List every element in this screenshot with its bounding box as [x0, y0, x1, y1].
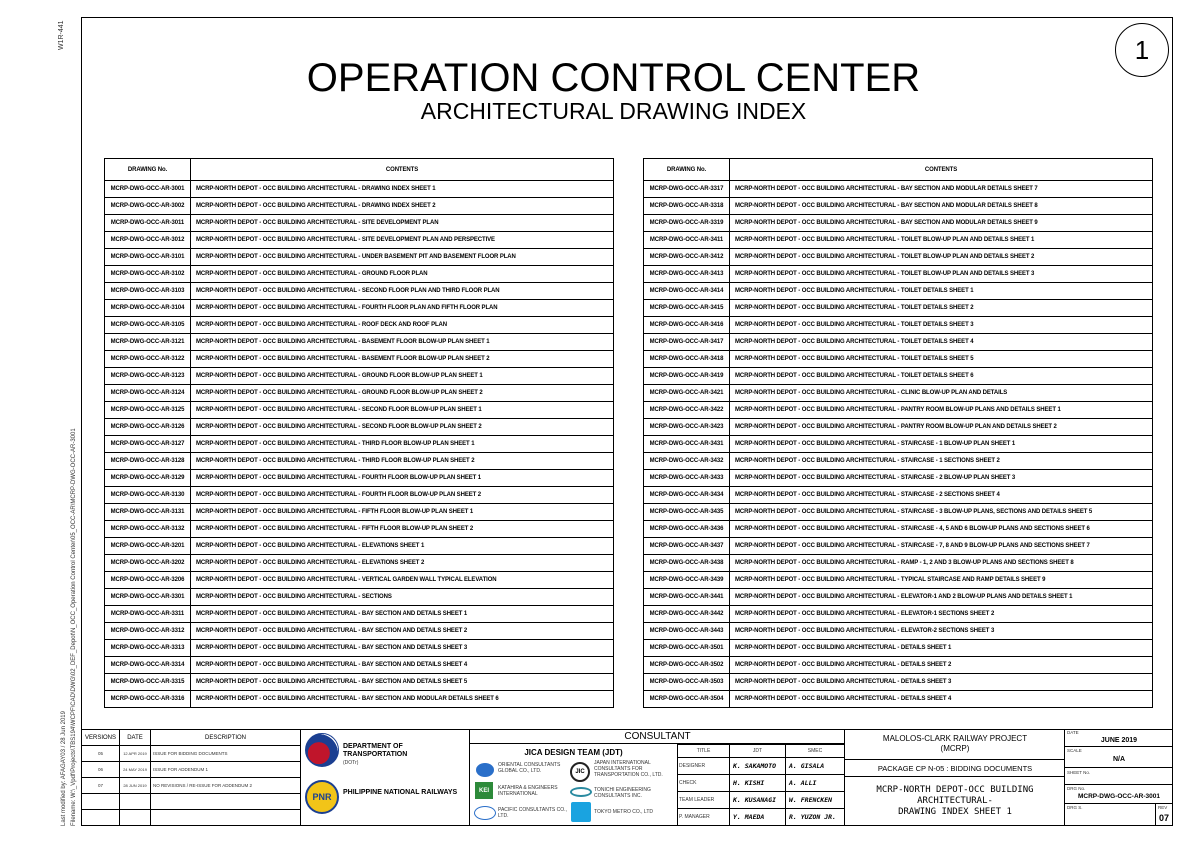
drawing-number: MCRP-DWG-OCC-AR-3126: [105, 419, 191, 436]
drawing-contents: MCRP-NORTH DEPOT - OCC BUILDING ARCHITECTURAL - TOILET DETAILS SHEET 3: [730, 317, 1153, 334]
drawing-number: MCRP-DWG-OCC-AR-3201: [105, 538, 191, 555]
table-row: [644, 300, 1153, 317]
drawing-number: MCRP-DWG-OCC-AR-3438: [644, 555, 730, 572]
drawing-number: MCRP-DWG-OCC-AR-3417: [644, 334, 730, 351]
table-row: [105, 470, 614, 487]
dotr-abbr: (DOTr): [343, 760, 359, 766]
drawing-contents: MCRP-NORTH DEPOT - OCC BUILDING ARCHITECTURAL - PANTRY ROOM BLOW-UP PLANS AND DETAILS SHEET 1: [730, 402, 1153, 419]
table-row: [105, 623, 614, 640]
header-contents: CONTENTS: [191, 159, 614, 181]
smec-signatory: A. ALLI: [786, 775, 845, 792]
smec-signatory: W. FRENCKEN: [786, 792, 845, 809]
rev-value: 07: [1159, 813, 1170, 823]
version-date: 24 MAY 2019: [120, 762, 151, 778]
drawing-contents: MCRP-NORTH DEPOT - OCC BUILDING ARCHITECTURAL - STAIRCASE - 2 BLOW-UP PLAN SHEET 3: [730, 470, 1153, 487]
version-number: [82, 794, 120, 810]
drawing-contents: MCRP-NORTH DEPOT - OCC BUILDING ARCHITECTURAL - SECOND FLOOR PLAN AND THIRD FLOOR PLAN: [191, 283, 614, 300]
table-row: [644, 317, 1153, 334]
table-row: [644, 521, 1153, 538]
drawing-contents: MCRP-NORTH DEPOT - OCC BUILDING ARCHITECTURAL - BAY SECTION AND DETAILS SHEET 3: [191, 640, 614, 657]
firm-katahira: KATAHIRA & ENGINEERS INTERNATIONAL: [498, 785, 558, 797]
firm-tonichi: TONICHI ENGINEERING CONSULTANTS INC.: [594, 787, 651, 799]
drawing-contents: MCRP-NORTH DEPOT - OCC BUILDING ARCHITECTURAL - TOILET DETAILS SHEET 4: [730, 334, 1153, 351]
table-row: [105, 504, 614, 521]
drawing-contents: MCRP-NORTH DEPOT - OCC BUILDING ARCHITECTURAL - DRAWING INDEX SHEET 2: [191, 198, 614, 215]
last-modified-note: Last modified by: AFAGAY03 / 28 Jun 2019: [61, 711, 67, 826]
table-row: [105, 691, 614, 708]
drawing-number: MCRP-DWG-OCC-AR-3101: [105, 249, 191, 266]
drawing-number: MCRP-DWG-OCC-AR-3311: [105, 606, 191, 623]
sheet-no-label: SHEET No.: [1067, 770, 1091, 775]
rev-cell: [1155, 804, 1173, 826]
table-row: [644, 181, 1153, 198]
drawing-contents: MCRP-NORTH DEPOT - OCC BUILDING ARCHITECTURAL - ELEVATIONS SHEET 1: [191, 538, 614, 555]
jdt-col-header: JDT: [730, 745, 786, 758]
drawing-contents: MCRP-NORTH DEPOT - OCC BUILDING ARCHITECTURAL - STAIRCASE - 7, 8 AND 9 BLOW-UP PLANS AND SECTIONS SHEET 7: [730, 538, 1153, 555]
version-number: 05: [82, 746, 120, 762]
signatory-row: [678, 809, 845, 826]
table-row: [105, 385, 614, 402]
drawing-contents: MCRP-NORTH DEPOT - OCC BUILDING ARCHITECTURAL - SITE DEVELOPMENT PLAN AND PERSPECTIVE: [191, 232, 614, 249]
drg-s-label: DRG S.: [1067, 805, 1083, 810]
drawing-number: MCRP-DWG-OCC-AR-3432: [644, 453, 730, 470]
table-row: [105, 453, 614, 470]
drawing-contents: MCRP-NORTH DEPOT - OCC BUILDING ARCHITECTURAL - ELEVATOR-2 SECTIONS SHEET 3: [730, 623, 1153, 640]
drawing-number: MCRP-DWG-OCC-AR-3002: [105, 198, 191, 215]
drawing-number: MCRP-DWG-OCC-AR-3001: [105, 181, 191, 198]
table-row: [644, 283, 1153, 300]
version-date: [120, 810, 151, 826]
drawing-number: MCRP-DWG-OCC-AR-3316: [105, 691, 191, 708]
signatories-table: [677, 744, 845, 826]
smec-signatory: R. YUZON JR.: [786, 809, 845, 826]
table-row: [105, 657, 614, 674]
drawing-index-table-left: [104, 158, 614, 708]
drawing-contents: MCRP-NORTH DEPOT - OCC BUILDING ARCHITECTURAL - ELEVATIONS SHEET 2: [191, 555, 614, 572]
drawing-number: MCRP-DWG-OCC-AR-3504: [644, 691, 730, 708]
drawing-number: MCRP-DWG-OCC-AR-3124: [105, 385, 191, 402]
version-date: [120, 794, 151, 810]
header-contents: CONTENTS: [730, 159, 1153, 181]
drawing-contents: MCRP-NORTH DEPOT - OCC BUILDING ARCHITECTURAL - GROUND FLOOR BLOW-UP PLAN SHEET 1: [191, 368, 614, 385]
drawing-contents: MCRP-NORTH DEPOT - OCC BUILDING ARCHITECTURAL - BAY SECTION AND DETAILS SHEET 5: [191, 674, 614, 691]
table-row: [644, 419, 1153, 436]
table-row: [105, 538, 614, 555]
drawing-title-line-3: DRAWING INDEX SHEET 1: [898, 807, 1012, 817]
drawing-contents: MCRP-NORTH DEPOT - OCC BUILDING ARCHITECTURAL - RAMP - 1, 2 AND 3 BLOW-UP PLANS AND SECTIONS SHEET 8: [730, 555, 1153, 572]
pnr-name: PHILIPPINE NATIONAL RAILWAYS: [343, 789, 458, 796]
drawing-title-cell: [845, 777, 1065, 826]
date-label: DATE: [1067, 730, 1079, 735]
drawing-number: MCRP-DWG-OCC-AR-3313: [105, 640, 191, 657]
kei-logo: KEI: [475, 782, 493, 799]
filename-note: Filename: W:\_Vpdf\Projects\TBS194\WCPF\CAD\DWG\02_DEF_Depot\N_OCC_Operation Control Center\05_OCC-AR\MCRP-DWG-OCC-AR-3001: [71, 428, 77, 826]
drawing-number: MCRP-DWG-OCC-AR-3443: [644, 623, 730, 640]
drawing-contents: MCRP-NORTH DEPOT - OCC BUILDING ARCHITECTURAL - FOURTH FLOOR PLAN AND FIFTH FLOOR PLAN: [191, 300, 614, 317]
drawing-contents: MCRP-NORTH DEPOT - OCC BUILDING ARCHITECTURAL - FOURTH FLOOR BLOW-UP PLAN SHEET 2: [191, 487, 614, 504]
drawing-number: MCRP-DWG-OCC-AR-3312: [105, 623, 191, 640]
pacific-logo: [474, 806, 496, 820]
title-col-header: TITLE: [678, 745, 730, 758]
drawing-number: MCRP-DWG-OCC-AR-3502: [644, 657, 730, 674]
drawing-contents: MCRP-NORTH DEPOT - OCC BUILDING ARCHITECTURAL - STAIRCASE - 2 SECTIONS SHEET 4: [730, 487, 1153, 504]
drawing-contents: MCRP-NORTH DEPOT - OCC BUILDING ARCHITECTURAL - TOILET DETAILS SHEET 5: [730, 351, 1153, 368]
drg-no-value: MCRP-DWG-OCC-AR-3001: [1078, 793, 1160, 800]
oriental-logo: [476, 763, 494, 777]
drg-no-label: DRG No.: [1067, 786, 1086, 791]
drawing-number: MCRP-DWG-OCC-AR-3414: [644, 283, 730, 300]
drawing-number: MCRP-DWG-OCC-AR-3418: [644, 351, 730, 368]
drawing-number: MCRP-DWG-OCC-AR-3431: [644, 436, 730, 453]
drawing-number: MCRP-DWG-OCC-AR-3416: [644, 317, 730, 334]
smec-col-header: SMEC: [786, 745, 845, 758]
table-row: [105, 402, 614, 419]
drawing-contents: MCRP-NORTH DEPOT - OCC BUILDING ARCHITECTURAL - DETAILS SHEET 1: [730, 640, 1153, 657]
table-row: [105, 419, 614, 436]
drg-no-cell: [1065, 785, 1173, 804]
version-row: [82, 810, 301, 826]
table-row: [105, 572, 614, 589]
drawing-contents: MCRP-NORTH DEPOT - OCC BUILDING ARCHITECTURAL - STAIRCASE - 1 BLOW-UP PLAN SHEET 1: [730, 436, 1153, 453]
date-header: DATE: [120, 730, 151, 746]
drawing-title-line-1: MCRP-NORTH DEPOT-OCC BUILDING: [876, 785, 1034, 795]
drawing-contents: MCRP-NORTH DEPOT - OCC BUILDING ARCHITECTURAL - FOURTH FLOOR BLOW-UP PLAN SHEET 1: [191, 470, 614, 487]
jdt-signatory: Y. MAEDA: [730, 809, 786, 826]
firm-jic: JAPAN INTERNATIONAL CONSULTANTS FOR TRANSPORTATION CO., LTD.: [594, 760, 663, 778]
drawing-number: MCRP-DWG-OCC-AR-3422: [644, 402, 730, 419]
dotr-logo: [305, 733, 339, 767]
drawing-contents: MCRP-NORTH DEPOT - OCC BUILDING ARCHITECTURAL - THIRD FLOOR BLOW-UP PLAN SHEET 2: [191, 453, 614, 470]
drawing-number: MCRP-DWG-OCC-AR-3129: [105, 470, 191, 487]
signatory-row: [678, 775, 845, 792]
drawing-contents: MCRP-NORTH DEPOT - OCC BUILDING ARCHITECTURAL - BAY SECTION AND MODULAR DETAILS SHEET 7: [730, 181, 1153, 198]
rev-label: REV: [1158, 805, 1168, 810]
versions-header: VERSIONS: [82, 730, 120, 746]
table-row: [105, 283, 614, 300]
table-row: [644, 572, 1153, 589]
drawing-number: MCRP-DWG-OCC-AR-3435: [644, 504, 730, 521]
tonichi-logo: [570, 787, 592, 797]
drawing-number: MCRP-DWG-OCC-AR-3423: [644, 419, 730, 436]
version-number: 06: [82, 762, 120, 778]
table-row: [644, 691, 1153, 708]
drawing-number: MCRP-DWG-OCC-AR-3127: [105, 436, 191, 453]
table-row: [644, 504, 1153, 521]
table-row: [644, 215, 1153, 232]
drawing-number: MCRP-DWG-OCC-AR-3501: [644, 640, 730, 657]
drawing-contents: MCRP-NORTH DEPOT - OCC BUILDING ARCHITECTURAL - CLINIC BLOW-UP PLAN AND DETAILS: [730, 385, 1153, 402]
date-value: JUNE 2019: [1100, 737, 1138, 744]
signatory-role: CHECK: [678, 775, 730, 792]
project-name-cell: [845, 729, 1065, 760]
version-description: [151, 810, 301, 826]
drawing-contents: MCRP-NORTH DEPOT - OCC BUILDING ARCHITECTURAL - TOILET DETAILS SHEET 6: [730, 368, 1153, 385]
table-row: [644, 266, 1153, 283]
drawing-number: MCRP-DWG-OCC-AR-3437: [644, 538, 730, 555]
drawing-contents: MCRP-NORTH DEPOT - OCC BUILDING ARCHITECTURAL - FIFTH FLOOR BLOW-UP PLAN SHEET 1: [191, 504, 614, 521]
drawing-number: MCRP-DWG-OCC-AR-3411: [644, 232, 730, 249]
jdt-signatory: H. KISHI: [730, 775, 786, 792]
drawing-number: MCRP-DWG-OCC-AR-3419: [644, 368, 730, 385]
jic-logo: JIC: [570, 762, 590, 782]
drawing-number: MCRP-DWG-OCC-AR-3412: [644, 249, 730, 266]
drawing-number: MCRP-DWG-OCC-AR-3433: [644, 470, 730, 487]
firm-pacific: PACIFIC CONSULTANTS CO., LTD.: [498, 807, 567, 819]
versions-table: [81, 729, 301, 826]
drawing-contents: MCRP-NORTH DEPOT - OCC BUILDING ARCHITECTURAL - TYPICAL STAIRCASE AND RAMP DETAILS SHEET 9: [730, 572, 1153, 589]
consultant-team: JICA DESIGN TEAM (JDT): [524, 747, 623, 757]
drawing-number: MCRP-DWG-OCC-AR-3123: [105, 368, 191, 385]
drawing-number: MCRP-DWG-OCC-AR-3202: [105, 555, 191, 572]
dotr-name: DEPARTMENT OF TRANSPORTATION: [343, 743, 408, 758]
drawing-contents: MCRP-NORTH DEPOT - OCC BUILDING ARCHITECTURAL - SECOND FLOOR BLOW-UP PLAN SHEET 2: [191, 419, 614, 436]
drawing-number: MCRP-DWG-OCC-AR-3121: [105, 334, 191, 351]
table-row: [644, 232, 1153, 249]
drawing-number: MCRP-DWG-OCC-AR-3103: [105, 283, 191, 300]
drawing-number: MCRP-DWG-OCC-AR-3104: [105, 300, 191, 317]
table-row: [644, 402, 1153, 419]
drawing-contents: MCRP-NORTH DEPOT - OCC BUILDING ARCHITECTURAL - DETAILS SHEET 2: [730, 657, 1153, 674]
drawing-contents: MCRP-NORTH DEPOT - OCC BUILDING ARCHITECTURAL - TOILET DETAILS SHEET 2: [730, 300, 1153, 317]
version-number: 07: [82, 778, 120, 794]
page-title: OPERATION CONTROL CENTER: [306, 56, 921, 100]
drawing-contents: MCRP-NORTH DEPOT - OCC BUILDING ARCHITECTURAL - FIFTH FLOOR BLOW-UP PLAN SHEET 2: [191, 521, 614, 538]
version-row: [82, 794, 301, 810]
drawing-number: MCRP-DWG-OCC-AR-3421: [644, 385, 730, 402]
firm-tokyo-metro: TOKYO METRO CO., LTD: [594, 809, 653, 815]
project-block: [845, 729, 1065, 826]
version-date: 12 APR 2019: [120, 746, 151, 762]
drawing-number: MCRP-DWG-OCC-AR-3011: [105, 215, 191, 232]
drawing-number: MCRP-DWG-OCC-AR-3206: [105, 572, 191, 589]
table-row: [644, 487, 1153, 504]
scale-cell: [1065, 747, 1173, 768]
tokyo-metro-logo: [571, 802, 591, 822]
version-row: [82, 762, 301, 778]
drawing-number: MCRP-DWG-OCC-AR-3125: [105, 402, 191, 419]
table-row: [105, 317, 614, 334]
table-row: [644, 674, 1153, 691]
drawing-contents: MCRP-NORTH DEPOT - OCC BUILDING ARCHITECTURAL - THIRD FLOOR BLOW-UP PLAN SHEET 1: [191, 436, 614, 453]
project-abbr: (MCRP): [940, 744, 970, 753]
header-drawing-no: DRAWING No.: [644, 159, 730, 181]
signatory-role: P. MANAGER: [678, 809, 730, 826]
header-drawing-no: DRAWING No.: [105, 159, 191, 181]
smec-signatory: A. GISALA: [786, 758, 845, 775]
drawing-number: MCRP-DWG-OCC-AR-3131: [105, 504, 191, 521]
table-row: [644, 555, 1153, 572]
table-row: [105, 640, 614, 657]
table-row: [105, 487, 614, 504]
drawing-contents: MCRP-NORTH DEPOT - OCC BUILDING ARCHITECTURAL - GROUND FLOOR BLOW-UP PLAN SHEET 2: [191, 385, 614, 402]
drawing-contents: MCRP-NORTH DEPOT - OCC BUILDING ARCHITECTURAL - ELEVATOR-1 AND 2 BLOW-UP PLANS AND DETAILS SHEET 1: [730, 589, 1153, 606]
sheet-number-badge: 1: [1115, 23, 1169, 77]
firm-oriental: ORIENTAL CONSULTANTS GLOBAL CO., LTD.: [498, 762, 561, 774]
drawing-contents: MCRP-NORTH DEPOT - OCC BUILDING ARCHITECTURAL - BAY SECTION AND MODULAR DETAILS SHEET 8: [730, 198, 1153, 215]
sheet-code: W1R-441: [58, 20, 65, 50]
version-description: NO REVISIONS / RE-ISSUE FOR ADDENDUM 2: [151, 778, 301, 794]
table-header-row: [105, 159, 614, 181]
version-date: 28 JUN 2019: [120, 778, 151, 794]
drawing-contents: MCRP-NORTH DEPOT - OCC BUILDING ARCHITECTURAL - BAY SECTION AND MODULAR DETAILS SHEET 6: [191, 691, 614, 708]
table-row: [105, 555, 614, 572]
version-number: [82, 810, 120, 826]
table-row: [105, 249, 614, 266]
drawing-number: MCRP-DWG-OCC-AR-3436: [644, 521, 730, 538]
table-row: [105, 334, 614, 351]
drawing-contents: MCRP-NORTH DEPOT - OCC BUILDING ARCHITECTURAL - TOILET BLOW-UP PLAN AND DETAILS SHEET 2: [730, 249, 1153, 266]
drawing-contents: MCRP-NORTH DEPOT - OCC BUILDING ARCHITECTURAL - SECTIONS: [191, 589, 614, 606]
drawing-contents: MCRP-NORTH DEPOT - OCC BUILDING ARCHITECTURAL - STAIRCASE - 3 BLOW-UP PLANS, SECTIONS AND DETAILS SHEET 5: [730, 504, 1153, 521]
table-row: [105, 181, 614, 198]
drawing-number: MCRP-DWG-OCC-AR-3434: [644, 487, 730, 504]
drawing-number: MCRP-DWG-OCC-AR-3319: [644, 215, 730, 232]
table-row: [644, 198, 1153, 215]
drawing-number: MCRP-DWG-OCC-AR-3439: [644, 572, 730, 589]
table-row: [105, 606, 614, 623]
drawing-contents: MCRP-NORTH DEPOT - OCC BUILDING ARCHITECTURAL - ROOF DECK AND ROOF PLAN: [191, 317, 614, 334]
drawing-number: MCRP-DWG-OCC-AR-3132: [105, 521, 191, 538]
table-row: [105, 351, 614, 368]
project-name: MALOLOS-CLARK RAILWAY PROJECT: [882, 734, 1028, 743]
description-header: DESCRIPTION: [151, 730, 301, 746]
page-subtitle: ARCHITECTURAL DRAWING INDEX: [420, 98, 807, 124]
drawing-contents: MCRP-NORTH DEPOT - OCC BUILDING ARCHITECTURAL - STAIRCASE - 4, 5 AND 6 BLOW-UP PLANS AND SECTIONS SHEET 6: [730, 521, 1153, 538]
version-description: ISSUE FOR ADDENDUM 1: [151, 762, 301, 778]
drawing-contents: MCRP-NORTH DEPOT - OCC BUILDING ARCHITECTURAL - BASEMENT FLOOR BLOW-UP PLAN SHEET 1: [191, 334, 614, 351]
table-row: [644, 589, 1153, 606]
table-row: [644, 385, 1153, 402]
drawing-number: MCRP-DWG-OCC-AR-3503: [644, 674, 730, 691]
drawing-contents: MCRP-NORTH DEPOT - OCC BUILDING ARCHITECTURAL - DRAWING INDEX SHEET 1: [191, 181, 614, 198]
table-row: [644, 334, 1153, 351]
consultant-block: [470, 729, 845, 826]
table-row: [644, 606, 1153, 623]
drawing-number: MCRP-DWG-OCC-AR-3122: [105, 351, 191, 368]
drawing-contents: MCRP-NORTH DEPOT - OCC BUILDING ARCHITECTURAL - BAY SECTION AND MODULAR DETAILS SHEET 9: [730, 215, 1153, 232]
scale-value: N/A: [1112, 756, 1126, 763]
drawing-number: MCRP-DWG-OCC-AR-3105: [105, 317, 191, 334]
jdt-signatory: K. KUSANAGI: [730, 792, 786, 809]
table-row: [644, 538, 1153, 555]
consultant-heading: CONSULTANT: [470, 729, 845, 744]
drawing-number: MCRP-DWG-OCC-AR-3413: [644, 266, 730, 283]
table-row: [105, 521, 614, 538]
table-row: [105, 300, 614, 317]
drawing-number: MCRP-DWG-OCC-AR-3415: [644, 300, 730, 317]
drawing-number: MCRP-DWG-OCC-AR-3441: [644, 589, 730, 606]
table-row: [644, 470, 1153, 487]
drawing-number: MCRP-DWG-OCC-AR-3442: [644, 606, 730, 623]
table-row: [105, 232, 614, 249]
drawing-number: MCRP-DWG-OCC-AR-3128: [105, 453, 191, 470]
table-header-row: [644, 159, 1153, 181]
drawing-contents: MCRP-NORTH DEPOT - OCC BUILDING ARCHITECTURAL - SECOND FLOOR BLOW-UP PLAN SHEET 1: [191, 402, 614, 419]
drawing-index-table-right: [643, 158, 1153, 708]
version-row: [82, 746, 301, 762]
table-row: [644, 368, 1153, 385]
drawing-contents: MCRP-NORTH DEPOT - OCC BUILDING ARCHITECTURAL - DETAILS SHEET 3: [730, 674, 1153, 691]
drawing-contents: MCRP-NORTH DEPOT - OCC BUILDING ARCHITECTURAL - BAY SECTION AND DETAILS SHEET 4: [191, 657, 614, 674]
table-row: [105, 266, 614, 283]
version-row: [82, 778, 301, 794]
drawing-contents: MCRP-NORTH DEPOT - OCC BUILDING ARCHITECTURAL - TOILET BLOW-UP PLAN AND DETAILS SHEET 3: [730, 266, 1153, 283]
table-row: [644, 249, 1153, 266]
table-row: [105, 674, 614, 691]
table-row: [105, 589, 614, 606]
owners-block: [300, 729, 470, 826]
sheet-no-cell: [1065, 768, 1173, 785]
table-row: [105, 436, 614, 453]
scale-label: SCALE: [1067, 748, 1082, 753]
table-row: [644, 623, 1153, 640]
jdt-signatory: K. SAKAMOTO: [730, 758, 786, 775]
drawing-contents: MCRP-NORTH DEPOT - OCC BUILDING ARCHITECTURAL - PANTRY ROOM BLOW-UP PLAN AND DETAILS SHEET 2: [730, 419, 1153, 436]
package-label: PACKAGE CP N-05 : BIDDING DOCUMENTS: [845, 760, 1065, 777]
drawing-number: MCRP-DWG-OCC-AR-3315: [105, 674, 191, 691]
drawing-number: MCRP-DWG-OCC-AR-3301: [105, 589, 191, 606]
table-row: [105, 368, 614, 385]
table-row: [105, 215, 614, 232]
drawing-number: MCRP-DWG-OCC-AR-3130: [105, 487, 191, 504]
drawing-contents: MCRP-NORTH DEPOT - OCC BUILDING ARCHITECTURAL - BAY SECTION AND DETAILS SHEET 1: [191, 606, 614, 623]
drawing-title-line-2: ARCHITECTURAL-: [917, 796, 993, 806]
pnr-logo: PNR: [305, 780, 339, 814]
drawing-contents: MCRP-NORTH DEPOT - OCC BUILDING ARCHITECTURAL - ELEVATOR-1 SECTIONS SHEET 2: [730, 606, 1153, 623]
drawing-contents: MCRP-NORTH DEPOT - OCC BUILDING ARCHITECTURAL - TOILET DETAILS SHEET 1: [730, 283, 1153, 300]
signatory-row: [678, 758, 845, 775]
drawing-contents: MCRP-NORTH DEPOT - OCC BUILDING ARCHITECTURAL - BAY SECTION AND DETAILS SHEET 2: [191, 623, 614, 640]
signatory-row: [678, 792, 845, 809]
info-block: [1065, 729, 1173, 826]
table-row: [644, 453, 1153, 470]
date-cell: [1065, 729, 1173, 747]
signatory-role: TEAM LEADER: [678, 792, 730, 809]
drawing-contents: MCRP-NORTH DEPOT - OCC BUILDING ARCHITECTURAL - BASEMENT FLOOR BLOW-UP PLAN SHEET 2: [191, 351, 614, 368]
drawing-contents: MCRP-NORTH DEPOT - OCC BUILDING ARCHITECTURAL - TOILET BLOW-UP PLAN AND DETAILS SHEET 1: [730, 232, 1153, 249]
version-description: ISSUE FOR BIDDING DOCUMENTS: [151, 746, 301, 762]
table-row: [644, 436, 1153, 453]
table-row: [644, 640, 1153, 657]
drawing-contents: MCRP-NORTH DEPOT - OCC BUILDING ARCHITECTURAL - UNDER BASEMENT PIT AND BASEMENT FLOOR PLAN: [191, 249, 614, 266]
drawing-contents: MCRP-NORTH DEPOT - OCC BUILDING ARCHITECTURAL - GROUND FLOOR PLAN: [191, 266, 614, 283]
drawing-number: MCRP-DWG-OCC-AR-3012: [105, 232, 191, 249]
drawing-number: MCRP-DWG-OCC-AR-3317: [644, 181, 730, 198]
drawing-contents: MCRP-NORTH DEPOT - OCC BUILDING ARCHITECTURAL - SITE DEVELOPMENT PLAN: [191, 215, 614, 232]
drawing-number: MCRP-DWG-OCC-AR-3318: [644, 198, 730, 215]
drawing-contents: MCRP-NORTH DEPOT - OCC BUILDING ARCHITECTURAL - STAIRCASE - 1 SECTIONS SHEET 2: [730, 453, 1153, 470]
drawing-number: MCRP-DWG-OCC-AR-3314: [105, 657, 191, 674]
table-row: [644, 657, 1153, 674]
table-row: [644, 351, 1153, 368]
signatory-role: DESIGNER: [678, 758, 730, 775]
table-row: [105, 198, 614, 215]
drawing-contents: MCRP-NORTH DEPOT - OCC BUILDING ARCHITECTURAL - VERTICAL GARDEN WALL TYPICAL ELEVATION: [191, 572, 614, 589]
drawing-number: MCRP-DWG-OCC-AR-3102: [105, 266, 191, 283]
version-description: [151, 794, 301, 810]
drawing-contents: MCRP-NORTH DEPOT - OCC BUILDING ARCHITECTURAL - DETAILS SHEET 4: [730, 691, 1153, 708]
